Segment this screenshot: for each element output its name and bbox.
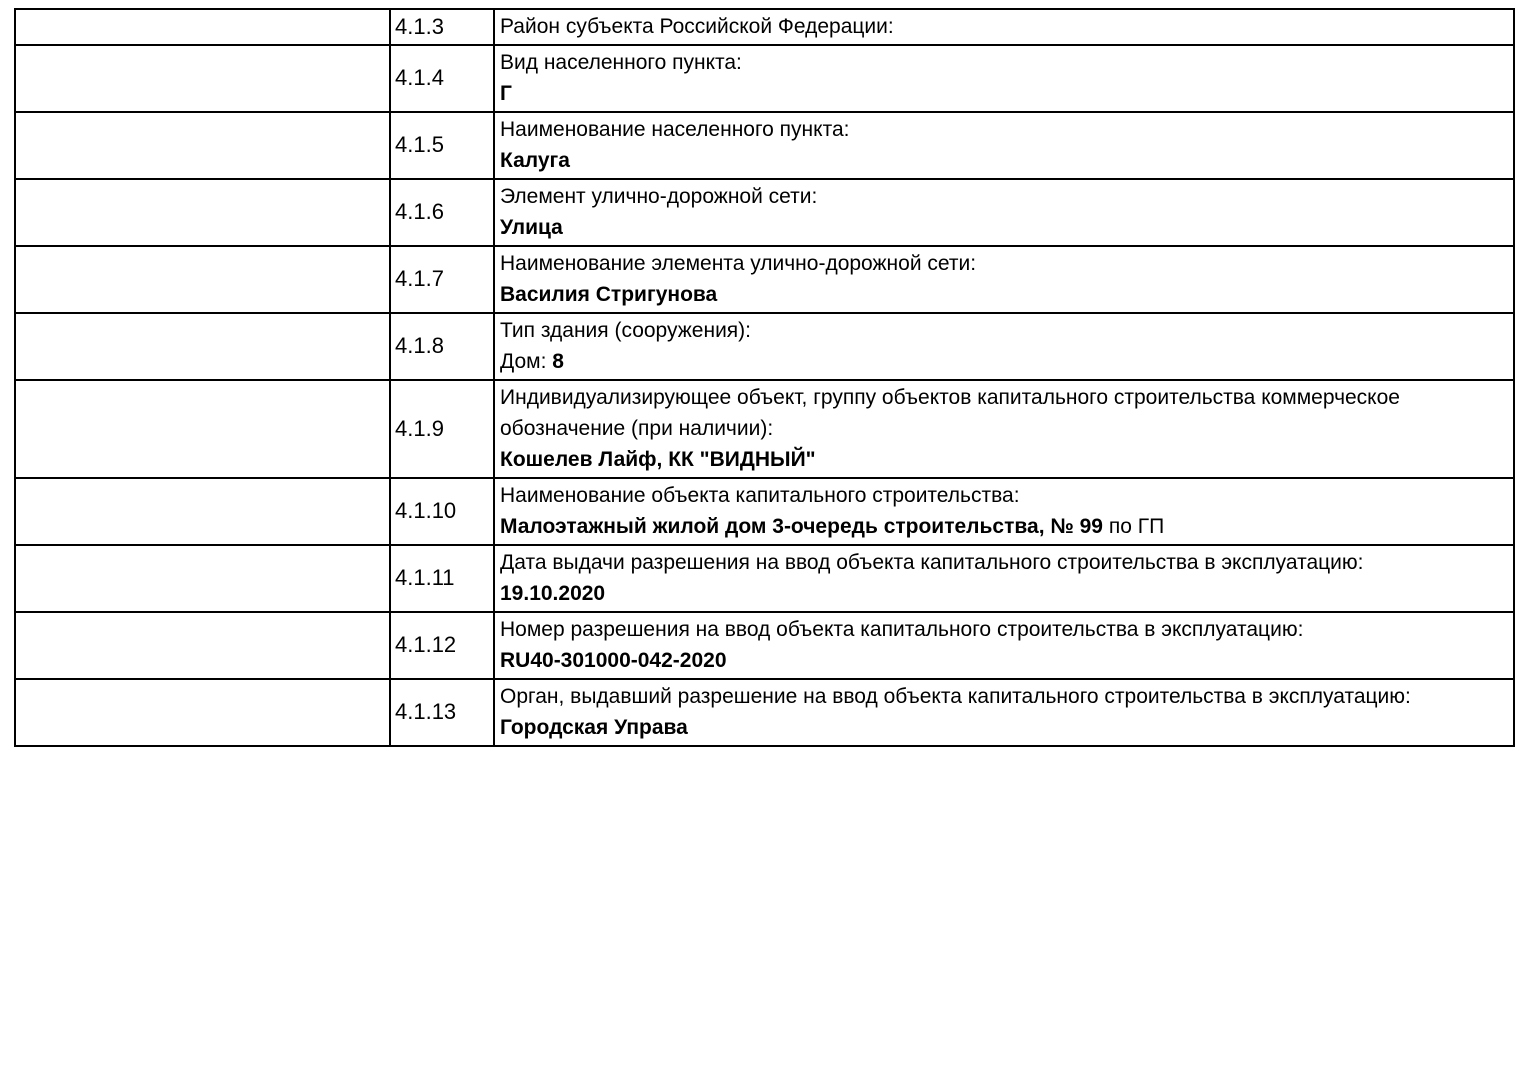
field-label: Элемент улично-дорожной сети: xyxy=(500,185,818,208)
table-row xyxy=(15,612,1514,679)
field-value xyxy=(500,145,1507,176)
row-content xyxy=(494,545,1514,612)
spacer-cell xyxy=(15,313,390,380)
value-text: Дом: xyxy=(500,350,553,373)
row-content xyxy=(494,612,1514,679)
row-content xyxy=(494,478,1514,545)
table-row xyxy=(15,45,1514,112)
spacer-cell xyxy=(15,679,390,746)
spacer-cell xyxy=(15,380,390,478)
row-number: 4.1.7 xyxy=(390,246,494,313)
row-number: 4.1.9 xyxy=(390,380,494,478)
value-text: по ГП xyxy=(1102,515,1165,538)
table-row xyxy=(15,313,1514,380)
value-text-bold: Городская Управа xyxy=(500,716,688,739)
table-row xyxy=(15,9,1514,45)
value-text-bold: Малоэтажный жилой дом 3-очередь строительства, № 99 xyxy=(500,515,1103,538)
field-value xyxy=(500,645,1507,676)
row-number: 4.1.8 xyxy=(390,313,494,380)
table-row xyxy=(15,545,1514,612)
value-text-bold: 8 xyxy=(552,350,564,373)
row-number: 4.1.10 xyxy=(390,478,494,545)
value-text-bold: Калуга xyxy=(500,149,570,172)
table-row xyxy=(15,179,1514,246)
table-row xyxy=(15,246,1514,313)
field-value xyxy=(500,444,1507,475)
spacer-cell xyxy=(15,179,390,246)
row-content xyxy=(494,45,1514,112)
row-number: 4.1.12 xyxy=(390,612,494,679)
field-value xyxy=(500,712,1507,743)
row-content xyxy=(494,313,1514,380)
value-text-bold: Улица xyxy=(500,216,563,239)
value-text-bold: Кошелев Лайф, КК "ВИДНЫЙ" xyxy=(500,448,816,471)
row-number: 4.1.3 xyxy=(390,9,494,45)
spacer-cell xyxy=(15,612,390,679)
spacer-cell xyxy=(15,478,390,545)
field-label: Орган, выдавший разрешение на ввод объекта капитального строительства в эксплуатацию: xyxy=(500,685,1411,708)
row-content xyxy=(494,112,1514,179)
row-number: 4.1.11 xyxy=(390,545,494,612)
spacer-cell xyxy=(15,9,390,45)
field-label: Вид населенного пункта: xyxy=(500,51,742,74)
table-row xyxy=(15,478,1514,545)
declaration-table xyxy=(14,8,1515,747)
row-number: 4.1.13 xyxy=(390,679,494,746)
row-number: 4.1.4 xyxy=(390,45,494,112)
row-content xyxy=(494,246,1514,313)
row-number: 4.1.5 xyxy=(390,112,494,179)
row-content xyxy=(494,179,1514,246)
field-label: Номер разрешения на ввод объекта капитального строительства в эксплуатацию: xyxy=(500,618,1304,641)
spacer-cell xyxy=(15,45,390,112)
field-label: Дата выдачи разрешения на ввод объекта капитального строительства в эксплуатацию: xyxy=(500,551,1364,574)
field-value xyxy=(500,279,1507,310)
row-content xyxy=(494,679,1514,746)
table-row xyxy=(15,380,1514,478)
spacer-cell xyxy=(15,545,390,612)
field-label: Район субъекта Российской Федерации: xyxy=(500,15,894,38)
value-text-bold: Василия Стригунова xyxy=(500,283,718,306)
row-content xyxy=(494,380,1514,478)
field-value xyxy=(500,78,1507,109)
field-label: Наименование элемента улично-дорожной сети: xyxy=(500,252,977,275)
field-label: Индивидуализирующее объект, группу объектов капитального строительства коммерческое обозначение (при наличии): xyxy=(500,386,1400,440)
row-content xyxy=(494,9,1514,45)
value-text-bold: RU40-301000-042-2020 xyxy=(500,649,727,672)
table-row xyxy=(15,112,1514,179)
field-value xyxy=(500,346,1507,377)
field-label: Тип здания (сооружения): xyxy=(500,319,751,342)
field-value xyxy=(500,212,1507,243)
value-text-bold: 19.10.2020 xyxy=(500,582,606,605)
field-label: Наименование объекта капитального строительства: xyxy=(500,484,1020,507)
table-row xyxy=(15,679,1514,746)
row-number: 4.1.6 xyxy=(390,179,494,246)
value-text-bold: Г xyxy=(500,82,512,105)
field-value xyxy=(500,578,1507,609)
declaration-table-body xyxy=(15,9,1514,746)
field-value xyxy=(500,511,1507,542)
field-label: Наименование населенного пункта: xyxy=(500,118,850,141)
spacer-cell xyxy=(15,246,390,313)
spacer-cell xyxy=(15,112,390,179)
